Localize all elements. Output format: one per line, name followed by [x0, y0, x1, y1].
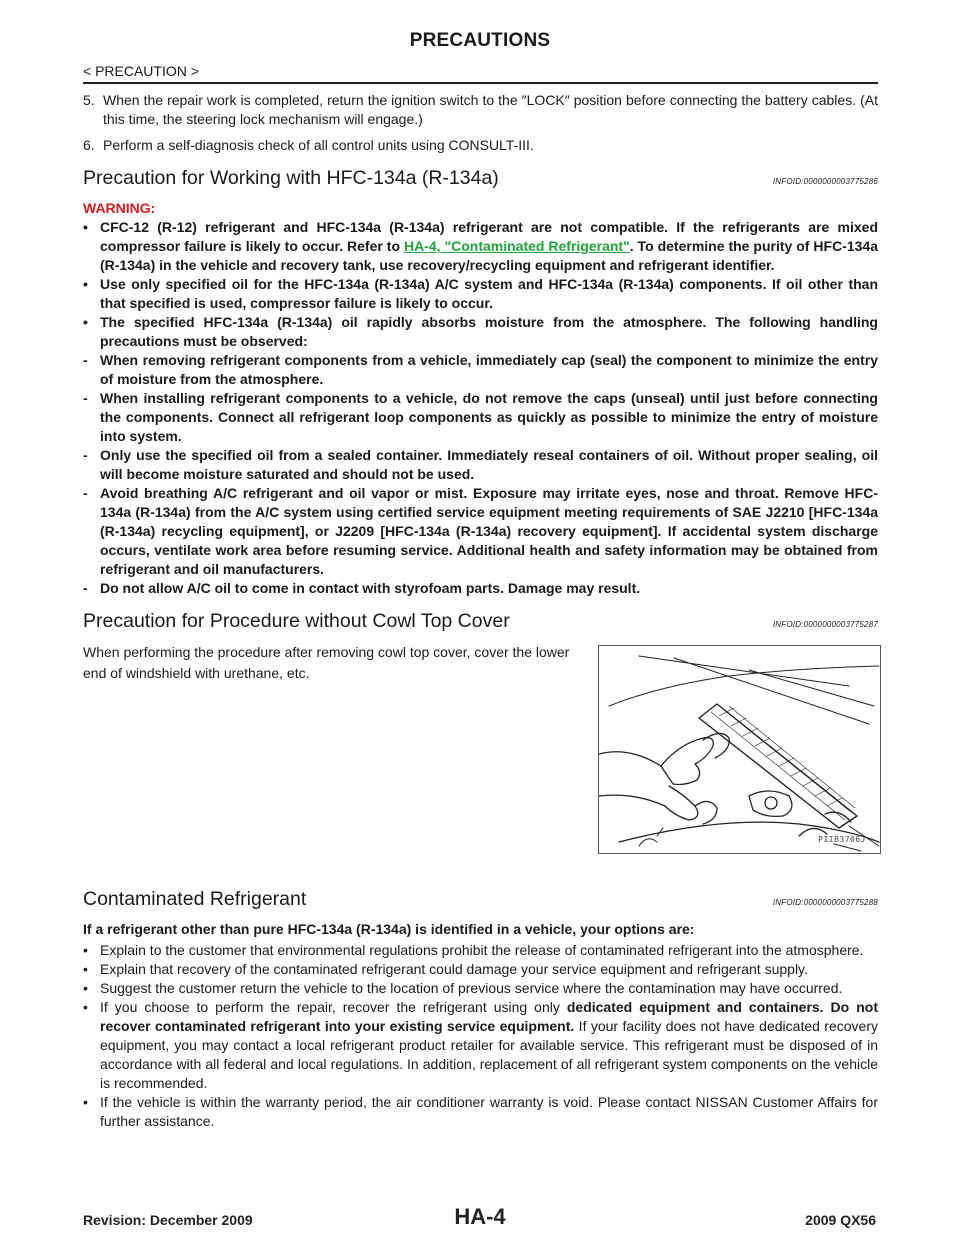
windshield-cover-illustration: [598, 645, 881, 854]
warning-text: The specified HFC-134a (R-134a) oil rapidly absorbs moisture from the atmosphere. The following handling precautions must be observed:: [100, 314, 878, 349]
options-list: [83, 941, 878, 1131]
step-number: 5.: [83, 92, 95, 108]
header-divider: [83, 82, 878, 84]
step-number: 6.: [83, 137, 95, 153]
info-id: INFOID:0000000003775286: [772, 177, 878, 186]
warning-text: When installing refrigerant components to a vehicle, do not remove the caps (unseal) until just before connecting the components. Connect all refrigerant loop components as quickly as possible to minimize the entry of moisture into system.: [100, 390, 878, 444]
step-text: Perform a self-diagnosis check of all control units using CONSULT-III.: [103, 137, 534, 153]
bullet-marker: •: [83, 314, 88, 330]
warning-label: WARNING:: [83, 200, 156, 216]
dash-marker: -: [83, 485, 88, 501]
breadcrumb: < PRECAUTION >: [83, 63, 199, 79]
list-item: [83, 960, 878, 979]
warning-item: [83, 351, 878, 389]
options-intro: If a refrigerant other than pure HFC-134a (R-134a) is identified in a vehicle, your options are:: [83, 921, 695, 937]
section-title: Precaution for Working with HFC-134a (R-134a): [83, 167, 499, 189]
warning-text: Do not allow A/C oil to come in contact with styrofoam parts. Damage may result.: [100, 580, 641, 596]
warning-item: [83, 446, 878, 484]
list-item: [83, 979, 878, 998]
dash-marker: -: [83, 390, 88, 406]
item-text-emphasis: dedicated equipment and containers. Do not recover contaminated refrigerant into your existing service equipment.: [100, 999, 878, 1034]
section-header-cowl: [83, 612, 878, 634]
warning-item: [83, 579, 878, 598]
warning-text: Avoid breathing A/C refrigerant and oil vapor or mist. Exposure may irritate eyes, nose and throat. Remove HFC-134a (R-134a) from the A/C system using certified service equipment meeting requirements of SAE J2210 [HFC-134a (R-134a) recycling equipment], or J2209 [HFC-134a (R-134a) recovery equipment]. If accidental system discharge occurs, ventilate work area before resuming service. Additional health and safety information may be obtained from refrigerant and oil manufacturers.: [100, 485, 878, 577]
warning-item: [83, 313, 878, 351]
revision-date: Revision: December 2009: [83, 1212, 253, 1228]
bullet-marker: •: [83, 276, 88, 292]
bullet-marker: •: [83, 942, 88, 958]
cowl-instruction-text: When performing the procedure after removing cowl top cover, cover the lower end of windshield with urethane, etc.: [83, 644, 570, 681]
section-title: Precaution for Procedure without Cowl Top Cover: [83, 610, 510, 632]
contaminated-refrigerant-link[interactable]: HA-4, "Contaminated Refrigerant": [403, 238, 630, 254]
info-id: INFOID:0000000003775287: [772, 620, 878, 629]
step-item-6: [83, 136, 878, 155]
warning-item: [83, 218, 878, 275]
section-title: Contaminated Refrigerant: [83, 888, 307, 910]
item-text: If your facility does not have dedicated recovery equipment, you may contact a local refrigerant product retailer for available service. This refrigerant must be disposed of in accordance with all federal and local regulations. In addition, replacement of all refrigerant system components on the vehicle is recommended.: [100, 1018, 878, 1091]
list-item: [83, 998, 878, 1093]
section-header-contaminated: [83, 890, 878, 912]
model-label: 2009 QX56: [805, 1212, 876, 1228]
warning-text: Only use the specified oil from a sealed container. Immediately reseal containers of oil. Without proper sealing, oil will become moisture saturated and should not be used.: [100, 447, 878, 482]
item-text: Explain to the customer that environmental regulations prohibit the release of contaminated refrigerant into the atmosphere.: [100, 942, 864, 958]
cowl-section-body: [83, 642, 878, 890]
dash-marker: -: [83, 352, 88, 368]
illustration-drawing: [599, 646, 880, 853]
bullet-marker: •: [83, 1094, 88, 1110]
dash-marker: -: [83, 580, 88, 596]
page-title: PRECAUTIONS: [409, 30, 551, 51]
warning-text: Use only specified oil for the HFC-134a (R-134a) A/C system and HFC-134a (R-134a) components. If oil other than that specified is used, compressor failure is likely to occur.: [100, 276, 878, 311]
info-id: INFOID:0000000003775288: [772, 898, 878, 907]
warning-item: [83, 484, 878, 579]
page-content: [83, 91, 878, 1131]
warning-item: [83, 275, 878, 313]
item-text: Explain that recovery of the contaminated refrigerant could damage your service equipment and refrigerant supply.: [100, 961, 808, 977]
section-header-r134a: [83, 169, 878, 191]
warning-text: . To determine the purity of HFC-134a (R-134a) in the vehicle and recovery tank, use recovery/recycling equipment and refrigerant identifier.: [100, 238, 878, 273]
step-text: When the repair work is completed, return the ignition switch to the ″LOCK″ position before connecting the battery cables. (At this time, the steering lock mechanism will engage.): [103, 92, 878, 127]
warning-text: When removing refrigerant components from a vehicle, immediately cap (seal) the component to minimize the entry of moisture from the atmosphere.: [100, 352, 878, 387]
warning-text: CFC-12 (R-12) refrigerant and HFC-134a (R-134a) refrigerant are not compatible. If the refrigerants are mixed compressor failure is likely to occur. Refer to: [100, 219, 878, 254]
list-item: [83, 1093, 878, 1131]
warning-list: [83, 218, 878, 598]
bullet-marker: •: [83, 999, 88, 1015]
step-item-5: [83, 91, 878, 129]
dash-marker: -: [83, 447, 88, 463]
bullet-marker: •: [83, 980, 88, 996]
bullet-marker: •: [83, 961, 88, 977]
item-text: Suggest the customer return the vehicle to the location of previous service where the contamination may have occurred.: [100, 980, 843, 996]
warning-item: [83, 389, 878, 446]
item-text: If the vehicle is within the warranty period, the air conditioner warranty is void. Please contact NISSAN Customer Affairs for further assistance.: [100, 1094, 878, 1129]
item-text: If you choose to perform the repair, recover the refrigerant using only: [100, 999, 567, 1015]
bullet-marker: •: [83, 219, 88, 235]
figure-code: PIIB3706J: [818, 835, 866, 844]
list-item: [83, 941, 878, 960]
page-number: HA-4: [454, 1204, 506, 1229]
